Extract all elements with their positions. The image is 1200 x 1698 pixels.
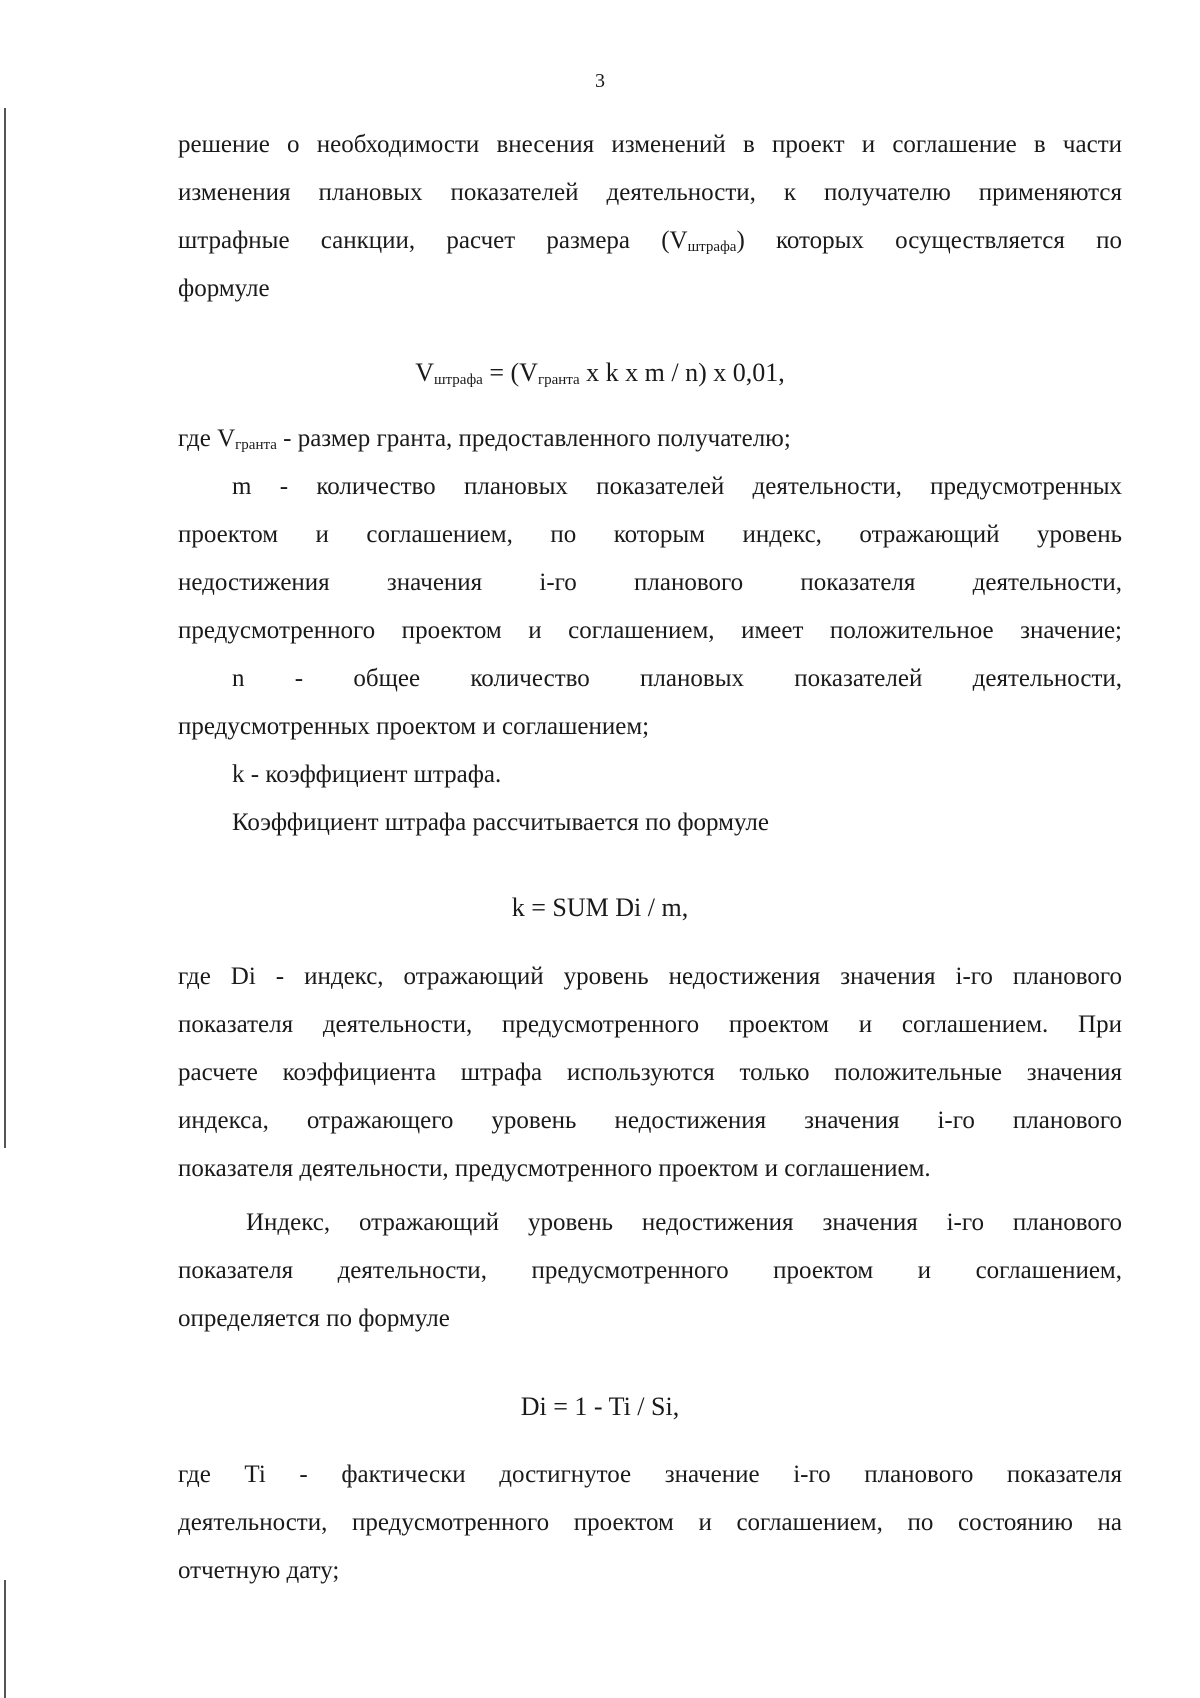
def-grant-pre: где V	[178, 425, 236, 452]
formula-index: Di = 1 - Ti / Si,	[520, 1392, 680, 1421]
def-m-line1: m - количество плановых показателей деятельности, предусмотренных	[232, 473, 1122, 500]
def-m-line3: недостижения значения i-го планового показателя деятельности,	[178, 569, 1122, 596]
formula1-sub1: штрафа	[434, 372, 483, 388]
para-di-line3: расчете коэффициента штрафа используются только положительные значения	[178, 1059, 1122, 1086]
scan-edge-mark-top	[4, 108, 6, 1148]
para-di-line4: индекса, отражающего уровень недостижения значения i-го планового	[178, 1107, 1122, 1134]
formula1-end: x k x m / n) x 0,01,	[579, 358, 785, 387]
para-di-line1: где Di - индекс, отражающий уровень недостижения значения i-го планового	[178, 963, 1122, 990]
para1-line3-sub: штрафа	[687, 239, 737, 255]
def-n-line2: предусмотренных проектом и соглашением;	[178, 713, 650, 740]
para1-line4: формуле	[178, 275, 270, 302]
para-di-line2: показателя деятельности, предусмотренного проектом и соглашением. При	[178, 1011, 1122, 1038]
para1-line3	[178, 226, 1122, 256]
formula1-v: V	[415, 358, 434, 387]
def-k-intro: Коэффициент штрафа рассчитывается по формуле	[232, 809, 769, 836]
para-index-line2: показателя деятельности, предусмотренного проектом и соглашением,	[178, 1257, 1122, 1284]
def-k: k - коэффициент штрафа.	[232, 761, 502, 788]
para1-line3-post: ) которых осуществляется по	[736, 227, 1122, 254]
formula1-sub2: гранта	[537, 372, 580, 388]
scan-edge-mark-bottom	[4, 1580, 6, 1698]
para-di-line5: показателя деятельности, предусмотренного проектом и соглашением.	[178, 1155, 931, 1182]
def-m-line2: проектом и соглашением, по которым индекс, отражающий уровень	[178, 521, 1122, 548]
def-grant-post: - размер гранта, предоставленного получателю;	[276, 425, 791, 452]
def-grant	[178, 424, 1122, 454]
para1-line1: решение о необходимости внесения изменений в проект и соглашение в части	[178, 131, 1122, 158]
para-index-line1: Индекс, отражающий уровень недостижения значения i-го планового	[246, 1209, 1122, 1236]
def-grant-sub: гранта	[235, 437, 277, 453]
def-n-line1: n - общее количество плановых показателей деятельности,	[232, 665, 1122, 692]
para-ti-line2: деятельности, предусмотренного проектом и соглашением, по состоянию на	[178, 1509, 1122, 1536]
formula-coefficient: k = SUM Di / m,	[511, 893, 689, 922]
para-index-line3: определяется по формуле	[178, 1305, 450, 1332]
formula-penalty	[0, 358, 1200, 388]
page-number: 3	[595, 70, 605, 92]
formula1-mid: = (V	[482, 358, 538, 387]
para-ti-line1: где Ti - фактически достигнутое значение i-го планового показателя	[178, 1461, 1122, 1488]
para1-line3-pre: штрафные санкции, расчет размера (V	[178, 227, 688, 254]
para1-line2: изменения плановых показателей деятельности, к получателю применяются	[178, 179, 1122, 206]
def-m-line4: предусмотренного проектом и соглашением, имеет положительное значение;	[178, 617, 1122, 644]
para-ti-line3: отчетную дату;	[178, 1557, 340, 1584]
